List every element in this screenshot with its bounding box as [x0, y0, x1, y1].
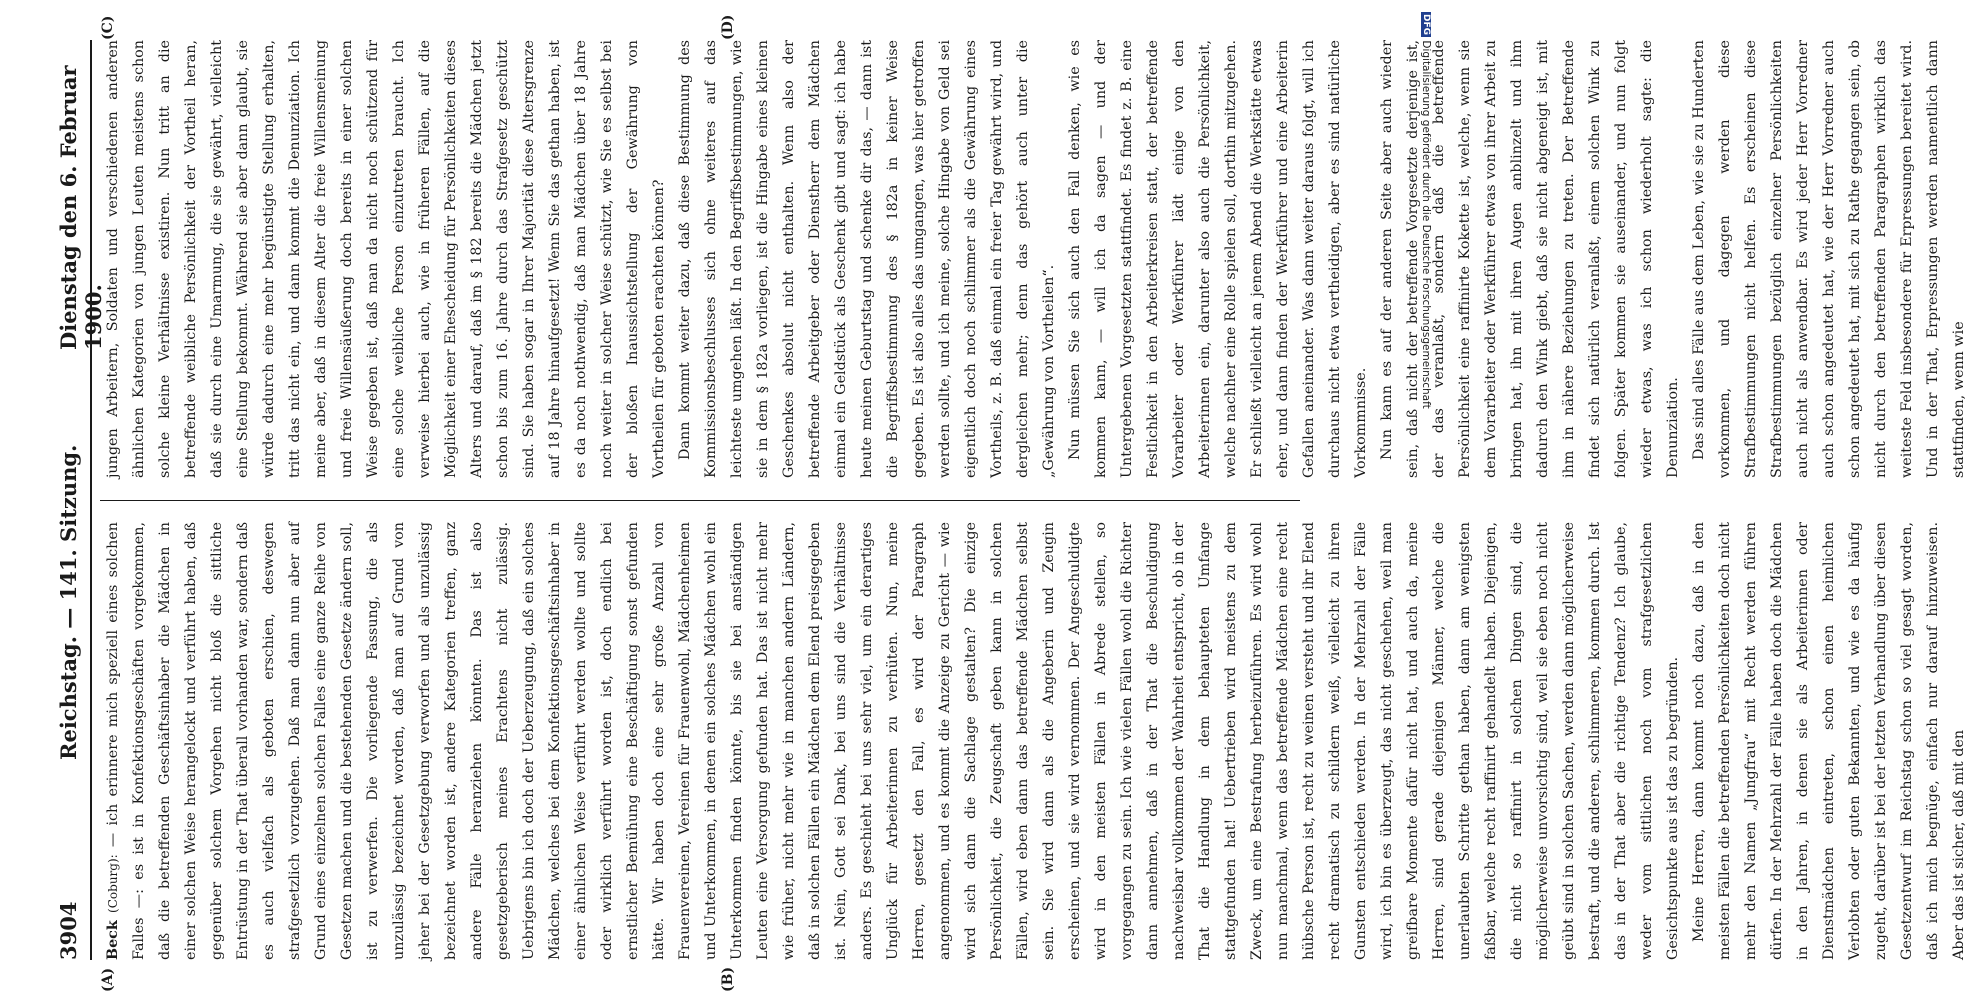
right-paragraph-4: Nun kann es auf der anderen Seite aber auch wieder sein, daß nicht der betreffende Vorgesetzte derjenige ist, der das veranlaßt, sondern daß die betreffende Persönlichkeit eine raffinirte Kokette ist, welche, wenn sie dem Vorarbeiter oder Werkführer etwas von ihrer Arbeit zu bringen hat, ihn mit ihren Augen anblinzelt und ihm dadurch den Wink giebt, daß sie nicht abgeneigt ist, mit ihm in nähere Beziehungen zu treten. Der Betreffende findet sich natürlich veranlaßt, einem solchen Wink zu folgen. Später kommen sie auseinander, und nun folgt wieder etwas, was ich schon wiederholt sagte: die Denunziation.	[1379, 40, 1681, 478]
page-number: 3904	[56, 901, 81, 960]
column-divider	[100, 500, 1300, 501]
right-paragraph-5: Das sind alles Fälle aus dem Leben, wie sie zu Hunderten vorkommen, und dagegen werden diese Strafbestimmungen nicht helfen. Es erscheinen diese Strafbestimmungen bezüglich einzelner Persönlichkeiten auch nicht als anwendbar. Es wird jeder Herr Vorredner auch schon angedeutet hat, wie der Herr Vorredner auch schon angedeutet hat, mit sich zu Rathe gegangen sein, ob nicht durch den betreffenden Paragraphen wirklich das weiteste Feld insbesondere für Erpressungen bereitet wird. Und in der That, Erpressungen werden namentlich dann stattfinden, wenn wie	[1691, 40, 1967, 478]
left-paragraph-2: Meine Herren, dann kommt noch dazu, daß in den meisten Fällen die betreffenden Persönlichkeiten doch nicht mehr den Namen „Jungfrau“ mit Recht werden führen dürfen. In der Mehrzahl der Fälle haben doch die Mädchen in den Jahren, in denen sie als Arbeiterinnen oder Dienstmädchen eintreten, schon einen heimlichen Verlobten oder guten Bekannten, und wie es da häufig zugeht, darüber ist bei der letzten Verhandlung über diesen Gesetzentwurf im Reichstag schon so viel gesagt worden, daß ich mich begnüge, einfach nur darauf hinzuweisen. Aber das ist sicher, daß mit den	[1691, 522, 1967, 960]
running-head-left: Reichstag. — 141. Sitzung.	[56, 444, 81, 760]
running-head-right: Dienstag den 6. Februar 1900.	[56, 65, 106, 350]
left-paragraph-1	[100, 522, 1686, 960]
right-paragraph-2: Dann kommt weiter dazu, daß diese Bestimmung des Kommissionsbeschlusses sich ohne weiteres auf das leichteste umgehen läßt. In den Begriffsbestimmungen, wie sie in dem § 182a vorliegen, ist die Hingabe eines kleinen Geschenkes absolut nicht enthalten. Wenn also der betreffende Arbeitgeber oder Dienstherr dem Mädchen einmal ein Geldstück als Geschenk gibt und sagt: ich habe heute meinen Geburtstag und schenke dir das, — dann ist die Begriffsbestimmung des § 182a in keiner Weise gegeben. Es ist also alles das umgangen, was hier getroffen werden sollte, und ich meine, solche Hingabe von Geld sei eigentlich doch noch schlimmer als die Gewährung eines Vortheils, z. B. daß einmal ein freier Tag gewährt wird, und dergleichen mehr; denn das gehört auch unter die „Gewährung von Vortheilen“.	[677, 40, 1057, 478]
dfg-logo: DFG	[1421, 14, 1431, 36]
speaker-note: (Coburg):	[106, 854, 120, 913]
margin-mark-b: (B)	[720, 966, 736, 992]
right-paragraph-1: jungen Arbeitern, Soldaten und verschiedenen anderen ähnlichen Kategorien von jungen Leuten meistens schon solche kleine Verhältnisse existiren. Nun tritt an die betreffende weibliche Persönlichkeit der Vortheil heran, daß sie durch eine Umarmung, die sie gewährt, vielleicht eine Stellung bekommt. Während sie aber dann glaubt, sie würde dadurch eine mehr begünstigte Stellung erhalten, tritt das nicht ein, und dann kommt die Denunziation. Ich meine aber, daß in diesem Alter die freie Willensmeinung und freie Willensäußerung doch bereits in einer solchen Weise gegeben ist, daß man da nicht noch schützend für eine solche weibliche Person einzutreten braucht. Ich verweise hierbei auch, wie in früheren Fällen, auf die Möglichkeit einer Ehescheidung für Persönlichkeiten dieses Alters und darauf, daß im § 182 bereits die Mädchen jetzt schon bis zum 16. Jahre durch das Strafgesetz geschützt sind. Sie haben sogar in Ihrer Majorität diese Altersgrenze auf 18 Jahre hinaufgesetzt! Wenn Sie das gethan haben, ist es da noch nothwendig, daß man Mädchen über 18 Jahre noch weiter in solcher Weise schützt, wie Sie es selbst bei der bloßen Inaussichtstellung der Gewährung von Vortheilen für geboten erachten können?	[105, 40, 667, 478]
margin-mark-a: (A)	[100, 967, 116, 992]
left-paragraph-1-text: — ich erinnere mich speziell eines solchen Falles —: es ist in Konfektionsgeschäften vorgekommen, daß die betreffenden Geschäftsinhaber die Mädchen in einer solchen Weise herangelockt und verführt haben, daß gegenüber solchem Vorgehen nicht bloß die sittliche Entrüstung in der That überall vorhanden war, sondern daß es auch vielfach als geboten erschien, deswegen strafgesetzlich vorzugehen. Daß man dann nun aber auf Grund eines einzelnen solchen Falles eine ganze Reihe von Gesetzen machen und die bestehenden Gesetze ändern soll, ist zu verwerfen. Die vorliegende Fassung, die als unzulässig bezeichnet worden, daß man auf Grund von jeher bei der Gesetzgebung verworfen und als unzulässig bezeichnet worden ist, andere Kategorien treffen, ganz andere Fälle heranziehen könnten. Das ist also gesetzgeberisch meines Erachtens nicht zulässig. Uebrigens bin ich doch der Ueberzeugung, daß ein solches Mädchen, welches bei dem Konfektionsgeschäftsinhaber in einer ähnlichen Weise verführt werden wollte und sollte oder wirklich verführt worden ist, doch endlich bei ernstlicher Bemühung eine Beschäftigung sonst gefunden hätte. Wir haben doch eine sehr große Anzahl von Frauenvereinen, Vereinen für Frauenwohl, Mädchenheimen und Unterkommen, in denen ein solches Mädchen wohl ein Unterkommen finden könnte, bis sie bei anständigen Leuten eine Versorgung gefunden hat. Das ist nicht mehr wie früher, nicht mehr wie in manchen andern Ländern, daß in solchen Fällen ein Mädchen dem Elend preisgegeben ist. Nein, Gott sei Dank, bei uns sind die Verhältnisse anders. Es geschieht bei uns sehr viel, um ein derartiges Unglück für Arbeiterinnen zu verhüten. Nun, meine Herren, gesetzt den Fall, es wird der Paragraph angenommen, und es kommt die Anzeige zu Gericht — wie wird sich dann die Sachlage gestalten? Die einzige Persönlichkeit, die Zeugschaft geben kann in solchen Fällen, wird eben dann das betreffende Mädchen selbst sein. Sie wird dann als die Angeberin und Zeugin erscheinen, und sie wird vernommen. Der Angeschuldigte wird in den meisten Fällen in Abrede stellen, so vorgegangen zu sein. Ich wie vielen Fällen wohl die Richter dann annehmen, daß in der That die Beschuldigung nachweisbar vollkommen der Wahrheit entspricht, ob in der That die Handlung in dem behaupteten Umfange stattgefunden hat! Uebertrieben wird meistens zu dem Zweck, um eine Bestrafung herbeizuführen. Es wird wohl nun manchmal, wenn das betreffende Mädchen eine recht hübsche Person ist, recht zu weinen versteht und ihr Elend recht dramatisch zu schildern weiß, vielleicht zu ihren Gunsten entschieden werden. In der Mehrzahl der Fälle wird, ich bin es überzeugt, das nicht geschehen, weil man greifbare Momente dafür nicht hat, und auch da, meine Herren, sind gerade diejenigen Männer, welche die unerlaubten Schritte gethan haben, dann am wenigsten faßbar, welche recht raffinirt gehandelt haben. Diejenigen, die nicht so raffinirt in solchen Dingen sind, die möglicherweise unvorsichtig sind, weil sie eben noch nicht geübt sind in solchen Sachen, werden dann möglicherweise bestraft, und die anderen, schlimmeren, kommen durch. Ist das in der That aber die richtige Tendenz? Ich glaube, weder vom sittlichen noch vom strafgesetzlichen Gesichtspunkte aus ist das zu begründen.	[105, 522, 1681, 960]
header-rule	[90, 40, 92, 960]
margin-mark-c: (C)	[100, 15, 116, 40]
speaker-name: Beck	[105, 920, 121, 960]
left-column	[100, 522, 1967, 960]
right-paragraph-3: Nun müssen Sie sich auch den Fall denken, wie es kommen kann, — will ich da sagen — und der Untergebenen Vorgesetzten stattfindet. Es findet z. B. eine Festlichkeit in den Arbeiterkreisen statt, der betreffende Vorarbeiter oder Werkführer lädt einige von den Arbeiterinnen ein, darunter also auch die Persönlichkeit, welche nachher eine Rolle spielen soll, dorthin mitzugehen. Er schließt vielleicht an jenem Abend die Werkstätte etwas eher, und dann finden der Werkführer und eine Arbeiterin Gefallen aneinander. Was dann weiter daraus folgt, will ich durchaus nicht etwa vertheidigen, aber es sind natürliche Vorkommnisse.	[1067, 40, 1369, 478]
credit-text: Digitalisierung gefördert durch die Deutsche Forschungsgemeinschaft	[1420, 40, 1432, 409]
digitization-credit	[1414, 12, 1432, 752]
margin-mark-d: (D)	[720, 14, 736, 40]
running-head	[52, 40, 106, 960]
